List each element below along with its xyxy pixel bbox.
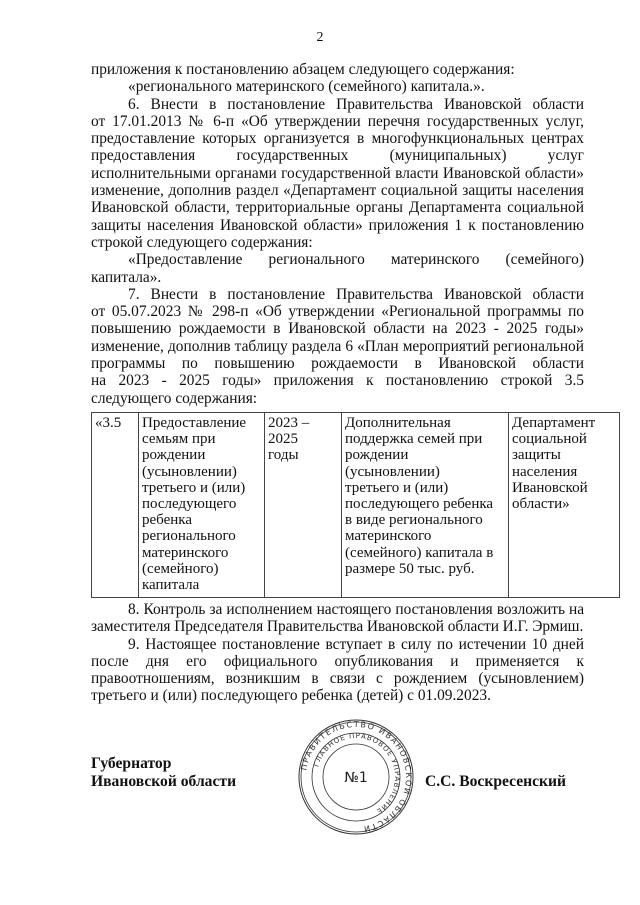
stamp-text: ПРАВИТЕЛЬСТВО ИВАНОВСКОЙ ОБЛАСТИ [299,719,414,834]
cell-line: годы [268,447,299,464]
cell-line: Дополнительная [345,415,451,431]
signatory-name: С.С. Воскресенский [425,773,566,790]
position-line-1: Губернатор [91,755,172,772]
paragraph-line: изменение, дополнив таблицу раздела 6 «План мероприятий региональной [91,337,584,355]
row-number-cell [92,413,139,598]
cell-line: Ивановской [512,479,588,496]
signatory-position [91,755,236,791]
cell-line: семьям при [142,431,216,448]
paragraph-line: предоставление которых организуется в многофункциональных центрах [91,130,584,148]
cell-line: последующего ребенка [345,496,494,513]
period-cell [265,413,342,598]
paragraph-line: капитала». [91,268,162,286]
cell-line: размере 50 тыс. руб. [345,560,475,577]
cell-line: в виде регионального [345,512,483,529]
stamp-text: №1 [344,770,368,786]
cell-line: области» [512,496,570,513]
cell-line: капитала [142,577,200,594]
paragraph-line: Ивановской области, территориальные органы Департамента социальной [91,199,584,217]
paragraph-line: предоставления государственных (муниципальных) услуг [91,147,584,165]
cell-line: третьего и (или) [142,479,246,496]
cell-line: регионального [142,528,236,545]
cell-line: рождении [345,447,409,464]
cell-line: материнского [142,544,229,561]
body-text-bottom [91,601,584,705]
paragraph-line: «регионального материнского (семейного) капитала.». [128,78,485,96]
cell-line: (семейного) капитала в [345,544,494,561]
paragraph-line: 8. Контроль за исполнением настоящего постановления возложить на [128,601,584,618]
paragraph-line: 7. Внести в постановление Правительства Ивановской области [128,285,584,303]
cell-line: (усыновлении) [142,463,237,480]
paragraph-line: правоотношениям, возникшим в связи с рождением (усыновлением) [91,670,584,688]
paragraph-line: повышению рождаемости в Ивановской области на 2023 - 2025 годы» [91,320,584,338]
paragraph-line: строкой следующего содержания: [91,233,313,251]
cell-line: Департамент [512,415,596,431]
description-cell [342,413,509,598]
cell-line: третьего и (или) [345,479,449,496]
paragraph-line: от 17.01.2013 № 6-п «Об утверждении перечня государственных услуг, [91,112,584,130]
cell-line: материнского [345,528,432,545]
paragraph-line: «Предоставление регионального материнского (семейного) [128,251,584,269]
paragraph-line: исполнительными органами государственной власти Ивановской области» [91,164,584,182]
cell-line: (усыновлении) [345,463,440,480]
paragraph-line: третьего и (или) последующего ребенка (детей) с 01.09.2023. [91,687,491,705]
cell-line: (семейного) [142,560,219,577]
responsible-cell [509,413,620,598]
paragraph-line: 6. Внести в постановление Правительства Ивановской области [128,95,584,113]
cell-line: рождении [142,447,206,464]
cell-line: поддержка семей при [345,431,483,448]
cell-line: 2025 [268,431,298,448]
paragraph-line: изменение, дополнив раздел «Департамент социальной защиты населения [91,182,584,200]
measure-name-cell [139,413,265,598]
paragraph-line: заместителя Председателя Правительства Ивановской области И.Г. Эрмиш. [91,618,584,636]
body-text-top [91,61,584,407]
cell-line: населения [512,463,578,480]
paragraph-line: на 2023 - 2025 годы» приложения к постановлению строкой 3.5 [91,372,584,390]
stamp-text: ГЛАВНОЕ ПРАВОВОЕ УПРАВЛЕНИЕ [312,731,402,816]
paragraph-line: программы по повышению рождаемости в Ивановской области [91,355,584,373]
cell-line: 2023 – [268,415,310,431]
paragraph-line: защиты населения Ивановской области» приложения 1 к постановлению [91,216,584,234]
page-number: 2 [316,30,324,45]
cell-line: «3.5 [95,415,122,431]
paragraph-line: 9. Настоящее постановление вступает в силу по истечении 10 дней [128,635,584,653]
table-row [92,413,620,598]
cell-line: Предоставление [142,415,247,431]
program-table [91,412,620,598]
position-line-2: Ивановской области [91,773,237,790]
cell-line: социальной [512,431,587,448]
paragraph-line: следующего содержания: [91,389,258,407]
paragraph-line: от 05.07.2023 № 298-п «Об утверждении «Региональной программы по [91,303,584,321]
cell-line: ребенка [142,512,192,529]
cell-line: последующего [142,496,237,513]
paragraph-line: приложения к постановлению абзацем следующего содержания: [91,61,515,78]
official-stamp [296,718,416,841]
paragraph-line: после дня его официального опубликования и применяется к [91,652,584,670]
cell-line: защиты [512,447,561,464]
